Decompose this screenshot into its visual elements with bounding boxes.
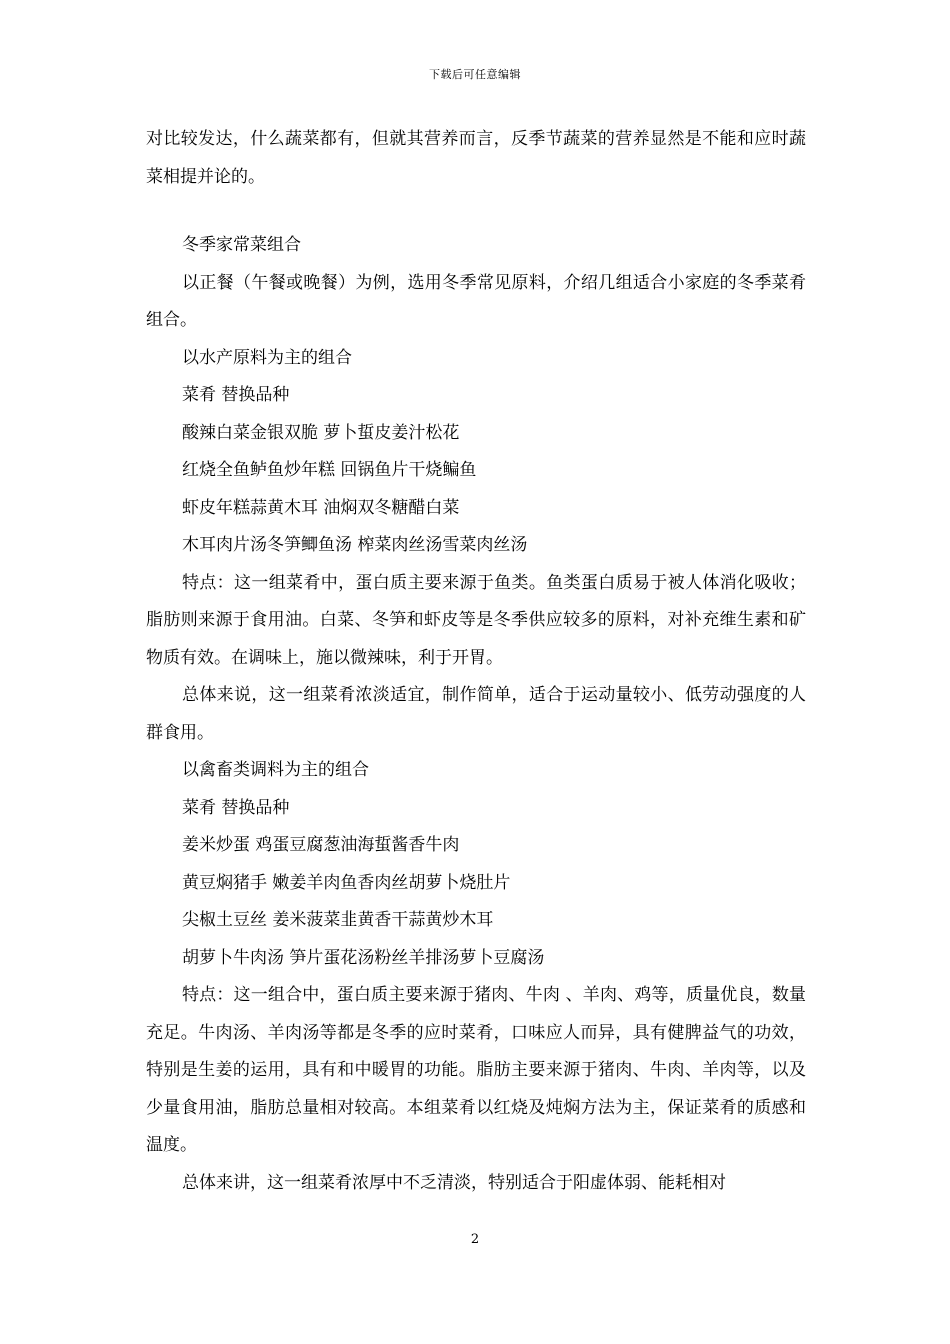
list-item: 姜米炒蛋 鸡蛋豆腐葱油海蜇酱香牛肉 bbox=[182, 835, 460, 855]
paragraph-continuation: 对比较发达，什么蔬菜都有，但就其营养而言，反季节蔬菜的营养显然是不能和应时蔬菜相提并论的。 bbox=[146, 129, 806, 187]
list-item: 尖椒土豆丝 姜米菠菜韭黄香干蒜黄炒木耳 bbox=[182, 910, 494, 930]
subheading-aquatic-combo: 以水产原料为主的组合 bbox=[182, 347, 352, 368]
paragraph-summary-meat: 总体来讲，这一组菜肴浓厚中不乏清淡，特别适合于阳虚体弱、能耗相对 bbox=[182, 1172, 726, 1193]
section-heading-winter-combos: 冬季家常菜组合 bbox=[182, 235, 301, 255]
list-header-dishes: 菜肴 替换品种 bbox=[182, 385, 290, 405]
list-item: 黄豆焖猪手 嫩姜羊肉鱼香肉丝胡萝卜烧肚片 bbox=[182, 872, 511, 893]
paragraph-intro: 以正餐（午餐或晚餐）为例，选用冬季常见原料，介绍几组适合小家庭的冬季菜肴组合。 bbox=[146, 272, 806, 330]
page-number: 2 bbox=[470, 1232, 480, 1247]
document-body bbox=[146, 121, 806, 1202]
subheading-meat-combo: 以禽畜类调料为主的组合 bbox=[182, 760, 369, 780]
list-item: 胡萝卜牛肉汤 笋片蛋花汤粉丝羊排汤萝卜豆腐汤 bbox=[182, 947, 545, 968]
list-item: 木耳肉片汤冬笋鲫鱼汤 榨菜肉丝汤雪菜肉丝汤 bbox=[182, 535, 528, 555]
list-item: 虾皮年糕蒜黄木耳 油焖双冬糖醋白菜 bbox=[182, 497, 460, 518]
list-item: 红烧全鱼鲈鱼炒年糕 回锅鱼片干烧鳊鱼 bbox=[182, 460, 477, 480]
page-header: 下载后可任意编辑 bbox=[429, 68, 521, 81]
list-item: 酸辣白菜金银双脆 萝卜蜇皮姜汁松花 bbox=[182, 422, 460, 443]
paragraph-features-aquatic: 特点：这一组菜肴中，蛋白质主要来源于鱼类。鱼类蛋白质易于被人体消化吸收；脂肪则来源于食用油。白菜、冬笋和虾皮等是冬季供应较多的原料，对补充维生素和矿物质有效。在调味上，施以微辣味，利于开胃。 bbox=[146, 572, 806, 668]
paragraph-summary-aquatic: 总体来说，这一组菜肴浓淡适宜，制作简单，适合于运动量较小、低劳动强度的人群食用。 bbox=[146, 685, 806, 743]
paragraph-features-meat: 特点：这一组合中，蛋白质主要来源于猪肉、牛肉 、羊肉、鸡等，质量优良，数量充足。牛肉汤、羊肉汤等都是冬季的应时菜肴，口味应人而异，具有健脾益气的功效，特别是生姜的运用，具有和中暖胃的功能。脂肪主要来源于猪肉、牛肉、羊肉等，以及少量食用油，脂肪总量相对较高。本组菜肴以红烧及炖焖方法为主，保证菜肴的质感和温度。 bbox=[146, 985, 806, 1155]
list-header-dishes: 菜肴 替换品种 bbox=[182, 797, 290, 818]
